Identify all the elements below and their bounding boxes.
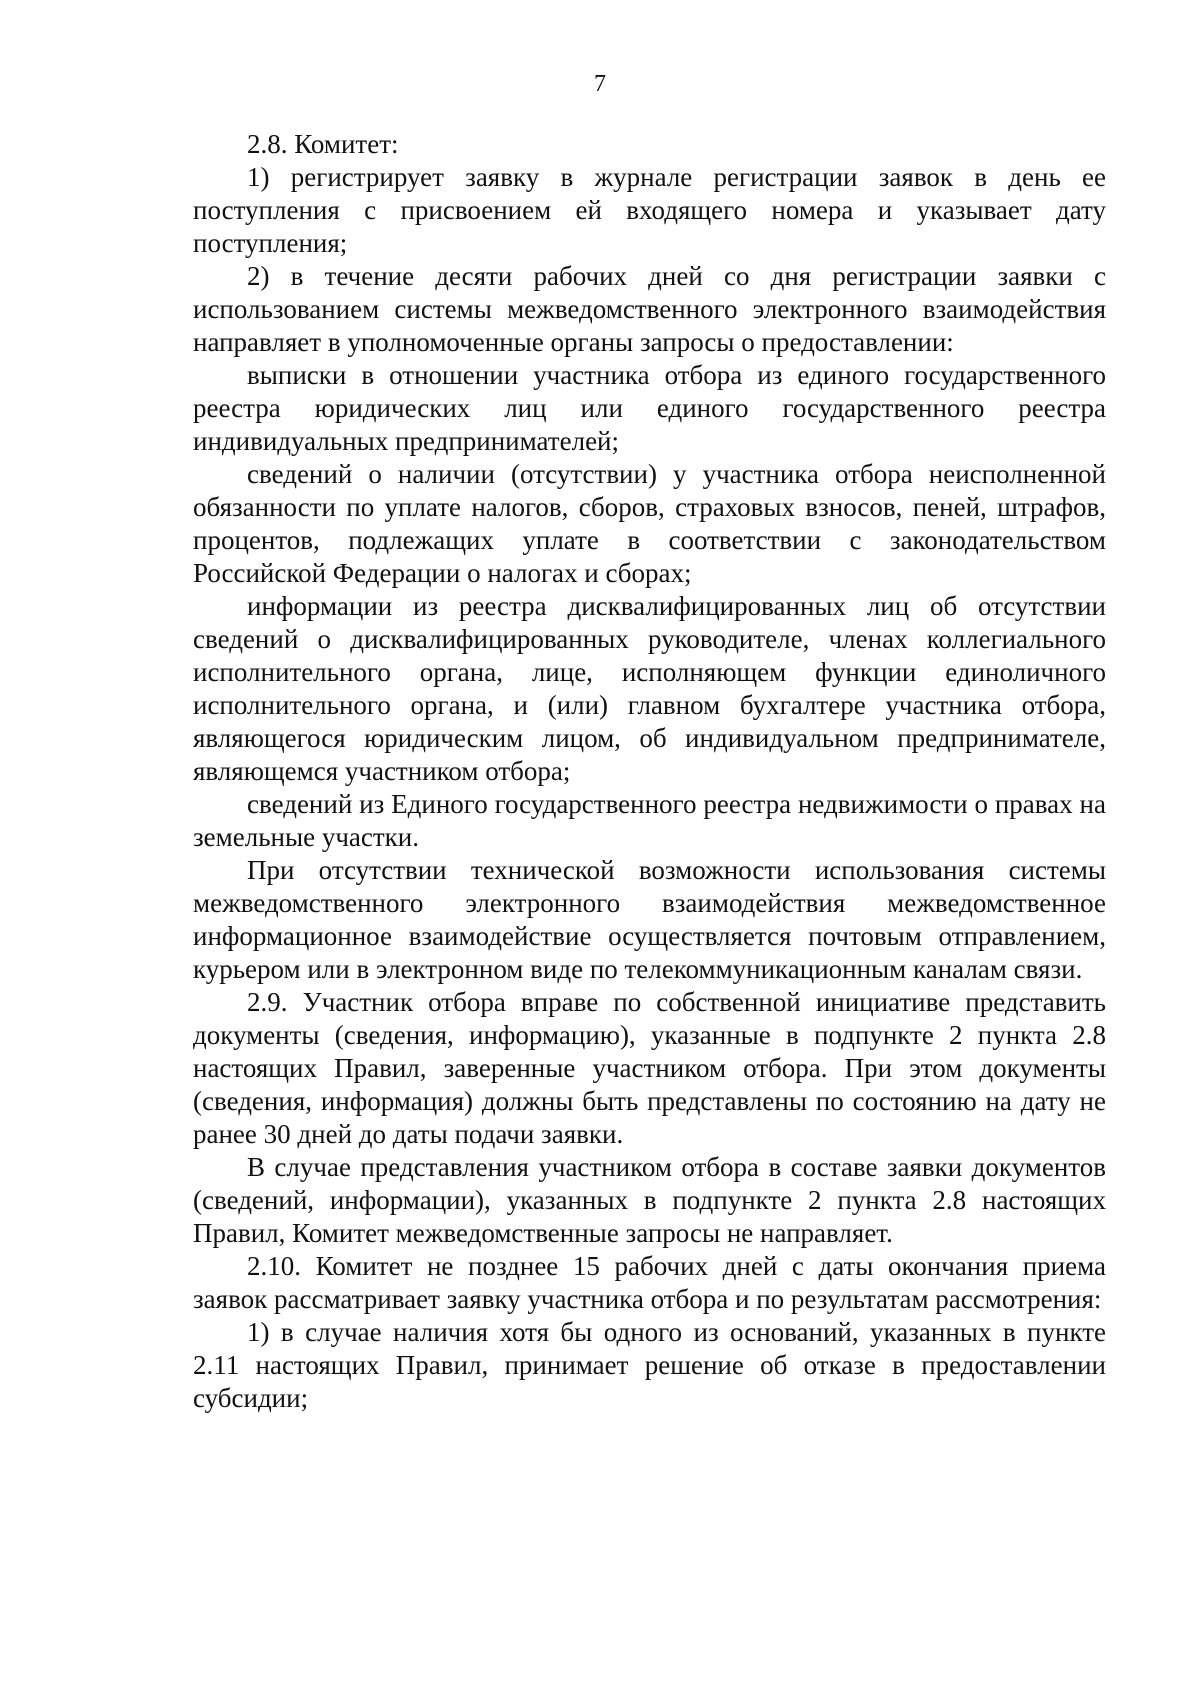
paragraph-2-8-item-2: 2) в течение десяти рабочих дней со дня регистрации заявки с использованием системы межведомственного электронного взаимодействия направляет в уполномоченные органы запросы о предоставлении: xyxy=(193,261,1106,357)
paragraph-2-10-item-1: 1) в случае наличия хотя бы одного из оснований, указанных в пункте 2.11 настоящих Правил, принимает решение об отказе в предоставлении субсидии; xyxy=(193,1317,1106,1413)
page-number: 7 xyxy=(594,71,606,97)
paragraph-2-9: 2.9. Участник отбора вправе по собственной инициативе представить документы (сведения, информацию), указанные в подпункте 2 пункта 2.8 настоящих Правил, заверенные участником отбора. При этом документы (сведения, информация) должны быть представлены по состоянию на дату не ранее 30 дней до даты подачи заявки. xyxy=(193,987,1106,1149)
paragraph-egrul-extract: выписки в отношении участника отбора из единого государственного реестра юридических лиц или единого государственного реестра индивидуальных предпринимателей; xyxy=(193,360,1106,456)
paragraph-disqualified-registry: информации из реестра дисквалифицированных лиц об отсутствии сведений о дисквалифицированных руководителе, членах коллегиального исполнительного органа, лице, исполняющем функции единоличного исполнительного органа, и (или) главном бухгалтере участника отбора, являющегося юридическим лицом, об индивидуальном предпринимателе, являющемся участником отбора; xyxy=(193,591,1106,786)
paragraph-2-10: 2.10. Комитет не позднее 15 рабочих дней с даты окончания приема заявок рассматривает заявку участника отбора и по результатам рассмотрения: xyxy=(193,1251,1106,1314)
paragraph-2-8-heading: 2.8. Комитет: xyxy=(247,129,399,159)
document-body xyxy=(193,128,1106,1415)
paragraph-no-technical-possibility: При отсутствии технической возможности использования системы межведомственного электронного взаимодействия межведомственное информационное взаимодействие осуществляется почтовым отправлением, курьером или в электронном виде по телекоммуникационным каналам связи. xyxy=(193,855,1106,984)
paragraph-documents-in-application: В случае представления участником отбора в составе заявки документов (сведений, информации), указанных в подпункте 2 пункта 2.8 настоящих Правил, Комитет межведомственные запросы не направляет. xyxy=(193,1152,1106,1248)
paragraph-2-8-item-1: 1) регистрирует заявку в журнале регистрации заявок в день ее поступления с присвоением ей входящего номера и указывает дату поступления; xyxy=(193,162,1106,258)
paragraph-tax-debt: сведений о наличии (отсутствии) у участника отбора неисполненной обязанности по уплате налогов, сборов, страховых взносов, пеней, штрафов, процентов, подлежащих уплате в соответствии с законодательством Российской Федерации о налогах и сборах; xyxy=(193,459,1106,588)
paragraph-real-estate-registry: сведений из Единого государственного реестра недвижимости о правах на земельные участки. xyxy=(193,789,1106,852)
